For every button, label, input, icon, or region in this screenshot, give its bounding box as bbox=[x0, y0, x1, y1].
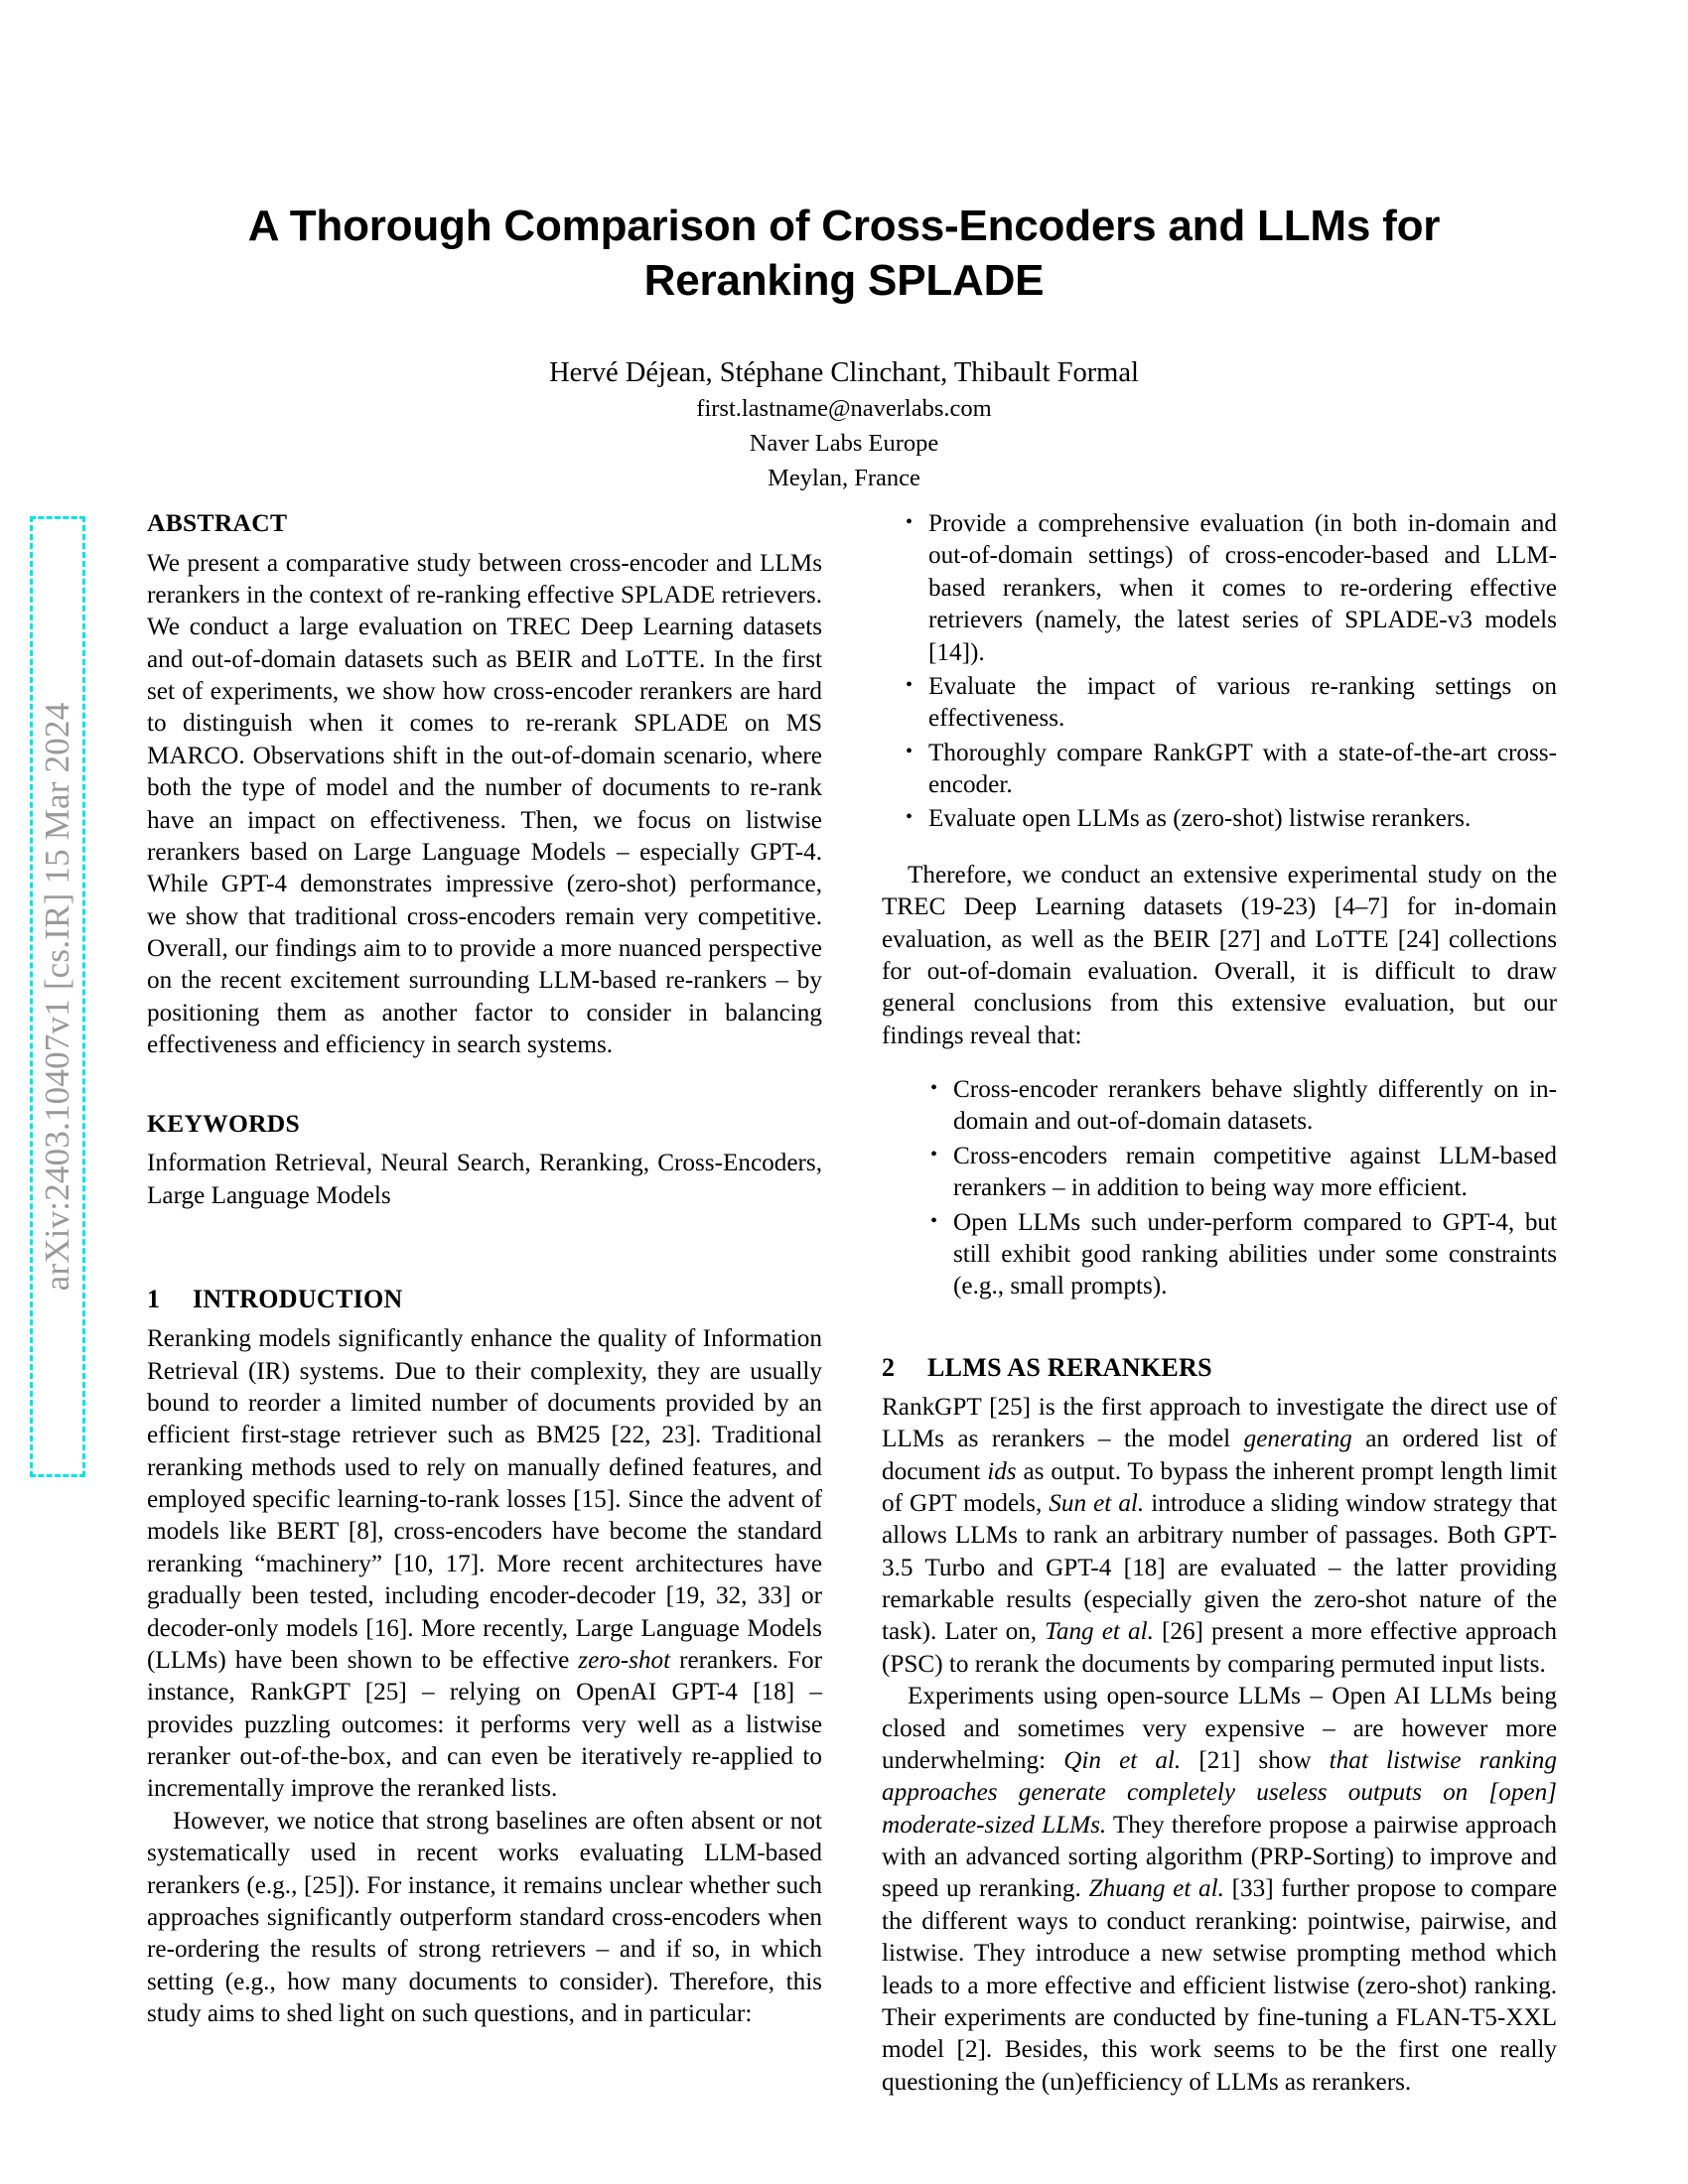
s2-p1-d: introduce a sliding window strategy that allows LLMs to rank an arbitrary number of passages. Both GPT-3.5 Turbo and GPT-4 [18] are evaluated – the latter providing remarkable results (especially given the zero-shot nature of the task). Later on, bbox=[882, 1489, 1557, 1646]
abstract-text: We present a comparative study between cross-encoder and LLMs rerankers in the context of re-ranking effective SPLADE retrievers. We conduct a large evaluation on TREC Deep Learning datasets and out-of-domain datasets such as BEIR and LoTTE. In the first set of experiments, we show how cross-encoder rerankers are hard to distinguish when it comes to re-rerank SPLADE on MS MARCO. Observations shift in the out-of-domain scenario, where both the type of model and the number of documents to re-rank have an impact on effectiveness. Then, we focus on listwise rerankers based on Large Language Models – especially GPT-4. While GPT-4 demonstrates impressive (zero-shot) performance, we show that traditional cross-encoders remain very competitive. Overall, our findings aim to to provide a more nuanced perspective on the recent excitement surrounding LLM-based re-rankers – by positioning them as another factor to consider in balancing effectiveness and efficiency in search systems. bbox=[147, 549, 822, 1059]
keywords-heading: KEYWORDS bbox=[147, 1108, 301, 1138]
affiliation: Naver Labs Europe bbox=[749, 429, 939, 457]
section-2-paragraph-1 bbox=[882, 1392, 1557, 1681]
contributions-list bbox=[882, 508, 1557, 836]
list-item bbox=[882, 508, 1557, 669]
bullet-icon: • bbox=[930, 1077, 938, 1099]
s2-p2-em-quote: that listwise ranking approaches generate completely useless outputs on [open] moderate-sized LLMs. bbox=[882, 1746, 1557, 1839]
column-left bbox=[147, 508, 822, 2030]
contribution-text: Evaluate the impact of various re-ranking settings on effectiveness. bbox=[928, 672, 1557, 733]
para-1-emphasis: zero-shot bbox=[578, 1646, 671, 1674]
s2-p2-b: [21] show bbox=[1181, 1746, 1330, 1774]
s2-p1-em-ids: ids bbox=[987, 1457, 1017, 1485]
s2-p1-em-tang: Tang et al. bbox=[1045, 1618, 1154, 1646]
finding-text: Cross-encoder rerankers behave slightly differently on in-domain and out-of-domain datasets. bbox=[953, 1076, 1557, 1136]
location: Meylan, France bbox=[768, 464, 920, 491]
para-1-part-b: rerankers. For instance, RankGPT [25] – relying on OpenAI GPT-4 [18] – provides puzzling outcomes: it performs very well as a listwise reranker out-of-the-box, and can even be iteratively re-applied to incrementally improve the reranked lists. bbox=[147, 1646, 822, 1803]
s2-p1-c: as output. To bypass the inherent prompt length limit of GPT models, bbox=[882, 1457, 1557, 1517]
s2-p1-e: [26] present a more effective approach (PSC) to rerank the documents by comparing permuted input lists. bbox=[882, 1618, 1558, 1678]
title-block bbox=[179, 199, 1509, 495]
author-email: first.lastname@naverlabs.com bbox=[696, 395, 992, 423]
s2-p2-em-qin: Qin et al. bbox=[1063, 1746, 1182, 1774]
s2-p1-a: RankGPT [25] is the first approach to investigate the direct use of LLMs as rerankers – the model bbox=[882, 1393, 1557, 1453]
section-2-heading bbox=[882, 1352, 1557, 1383]
keywords-text: Information Retrieval, Neural Search, Reranking, Cross-Encoders, Large Language Models bbox=[147, 1150, 822, 1209]
column-right bbox=[882, 508, 1557, 2099]
section-1-paragraph-1 bbox=[147, 1323, 822, 1806]
author-list: Hervé Déjean, Stéphane Clinchant, Thibault Formal bbox=[549, 356, 1139, 388]
s2-p1-b: an ordered list of document bbox=[882, 1426, 1557, 1485]
bullet-icon: • bbox=[930, 1143, 938, 1165]
bullet-icon: • bbox=[906, 511, 914, 533]
section-2-title: LLMS AS RERANKERS bbox=[927, 1352, 1212, 1382]
finding-text: Cross-encoders remain competitive against LLM-based rerankers – in addition to being way more efficient. bbox=[953, 1142, 1557, 1202]
s2-p2-a: Experiments using open-source LLMs – Open AI LLMs being closed and sometimes very expensive – are however more underwhelming: bbox=[882, 1683, 1557, 1774]
finding-text: Open LLMs such under-perform compared to GPT-4, but still exhibit good ranking abilities under some constraints (e.g., small prompts). bbox=[953, 1208, 1557, 1300]
spacer bbox=[147, 1062, 822, 1109]
bullet-icon: • bbox=[906, 740, 914, 762]
therefore-paragraph: Therefore, we conduct an extensive experimental study on the TREC Deep Learning datasets (19-23) [4–7] for in-domain evaluation, as well as the BEIR [27] and LoTTE [24] collections for out-of-domain evaluation. Overall, it is difficult to draw general conclusions from this extensive evaluation, but our findings reveal that: bbox=[882, 861, 1557, 1049]
spacer bbox=[882, 1052, 1557, 1074]
s2-p1-em-generating: generating bbox=[1243, 1426, 1352, 1453]
s2-p1-em-sun: Sun et al. bbox=[1049, 1489, 1145, 1517]
contribution-text: Provide a comprehensive evaluation (in both in-domain and out-of-domain settings) of cross-encoder-based and LLM-based rerankers, when it comes to re-ordering effective retrievers (namely, the latest series of SPLADE-v3 models [14]). bbox=[928, 510, 1557, 666]
list-item bbox=[882, 803, 1557, 835]
list-item bbox=[882, 671, 1557, 736]
list-item bbox=[882, 1207, 1557, 1303]
list-item bbox=[882, 738, 1557, 802]
section-1-paragraph-2: However, we notice that strong baselines are often absent or not systematically used in recent works evaluating LLM-based rerankers (e.g., [25]). For instance, it remains unclear whether such approaches significantly outperform standard cross-encoders when re-ordering the results of strong retrievers – and if so, in which setting (e.g., how many documents to consider). Therefore, this study aims to shed light on such questions, and in particular: bbox=[147, 1807, 822, 2027]
para-1-part-a: Reranking models significantly enhance the quality of Information Retrieval (IR) systems. Due to their complexity, they are usually bound to reorder a limited number of documents provided by an efficient first-stage retriever such as BM25 [22, 23]. Traditional reranking methods used to rely on manually defined features, and employed specific learning-to-rank losses [15]. Since the advent of models like BERT [8], cross-encoders have become the standard reranking “machinery” [10, 17]. More recent architectures have gradually been tested, including encoder-decoder [19, 32, 33] or decoder-only models [16]. More recently, Large Language Models (LLMs) have been shown to be effective bbox=[147, 1325, 822, 1674]
bullet-icon: • bbox=[906, 673, 914, 696]
spacer bbox=[882, 838, 1557, 860]
spacer bbox=[147, 1212, 822, 1284]
section-1-number: 1 bbox=[147, 1284, 161, 1313]
abstract-heading: ABSTRACT bbox=[147, 508, 288, 537]
section-2-number: 2 bbox=[882, 1352, 896, 1382]
bullet-icon: • bbox=[906, 806, 914, 829]
list-item bbox=[882, 1141, 1557, 1205]
s2-p2-d: [33] further propose to compare the different ways to conduct reranking: pointwise, pairwise, and listwise. They introduce a new setwise prompting method which leads to a more effective and efficient listwise (zero-shot) ranking. Their experiments are conducted by fine-tuning a FLAN-T5-XXL model [2]. Besides, this work seems to be the first one really questioning the (un)efficiency of LLMs as rerankers. bbox=[882, 1875, 1558, 2096]
section-1-heading bbox=[147, 1284, 822, 1314]
section-2-paragraph-2 bbox=[882, 1681, 1557, 2099]
spacer bbox=[882, 1305, 1557, 1352]
page-title: A Thorough Comparison of Cross-Encoders and LLMs for Reranking SPLADE bbox=[247, 202, 1441, 306]
findings-list bbox=[882, 1074, 1557, 1303]
list-item bbox=[882, 1074, 1557, 1139]
arxiv-stamp-text: arXiv:2403.10407v1 [cs.IR] 15 Mar 2024 bbox=[38, 702, 76, 1292]
contribution-text: Thoroughly compare RankGPT with a state-of-the-art cross-encoder. bbox=[928, 739, 1557, 798]
s2-p2-c: They therefore propose a pairwise approach with an advanced sorting algorithm (PRP-Sorting) to improve and speed up reranking. bbox=[882, 1811, 1557, 1903]
bullet-icon: • bbox=[930, 1209, 938, 1232]
s2-p2-em-zhuang: Zhuang et al. bbox=[1088, 1875, 1224, 1903]
section-1-title: INTRODUCTION bbox=[193, 1284, 403, 1313]
contribution-text: Evaluate open LLMs as (zero-shot) listwise rerankers. bbox=[928, 805, 1472, 833]
